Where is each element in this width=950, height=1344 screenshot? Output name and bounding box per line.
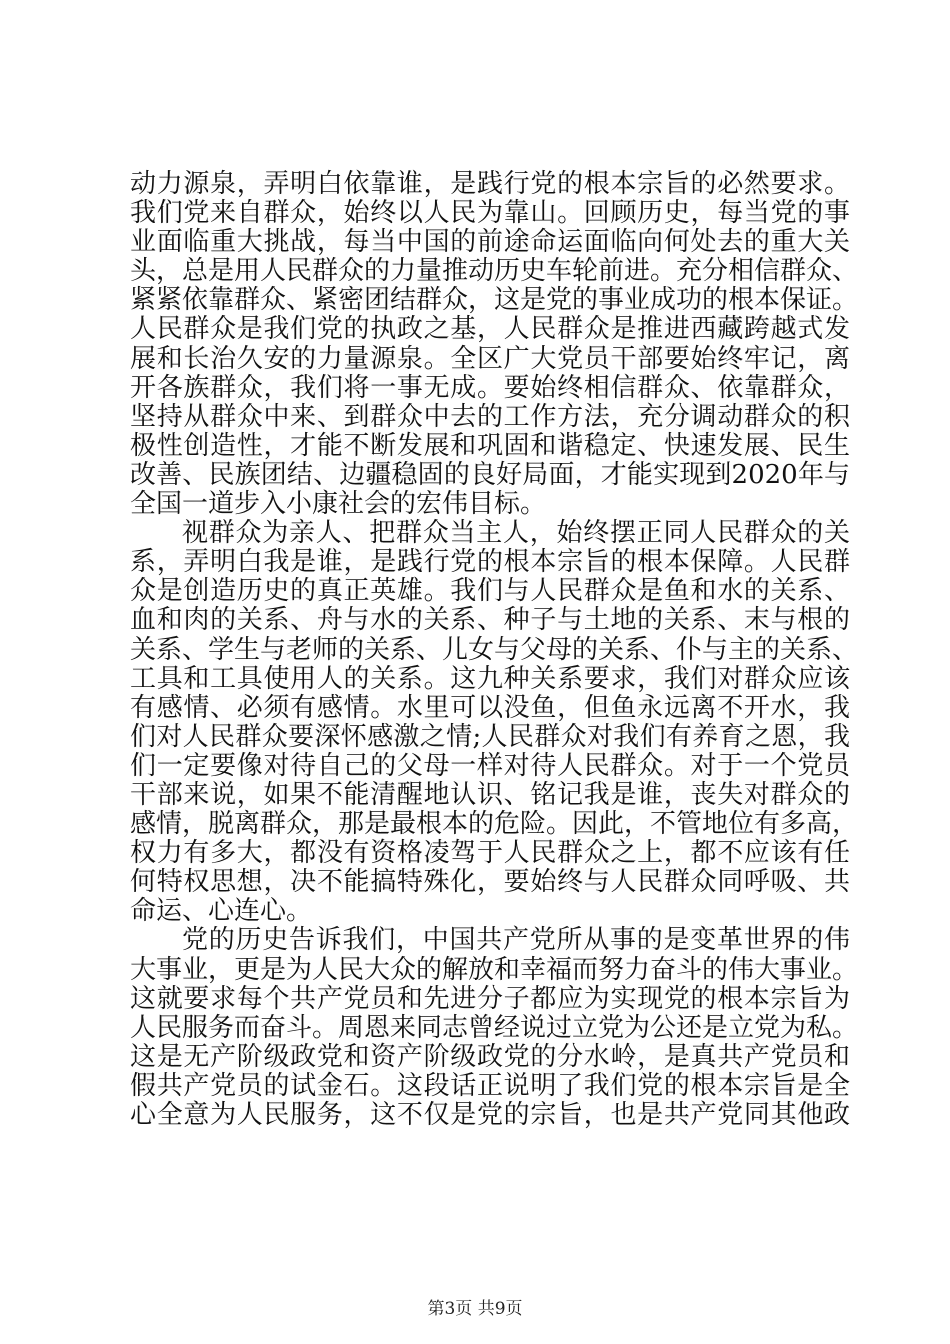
text-line: 关系、学生与老师的关系、儿女与父母的关系、仆与主的关系、 xyxy=(130,634,859,665)
paragraph xyxy=(130,169,859,520)
text-line: 头，总是用人民群众的力量推动历史车轮前进。充分相信群众、 xyxy=(130,256,859,287)
text-line: 众是创造历史的真正英雄。我们与人民群众是鱼和水的关系、 xyxy=(130,576,850,607)
text-line: 人民服务而奋斗。周恩来同志曾经说过立党为公还是立党为私。 xyxy=(130,1012,859,1043)
document-body xyxy=(130,169,859,1130)
text-line: 命运、心连心。 xyxy=(130,896,313,927)
text-line: 何特权思想，决不能搞特殊化，要始终与人民群众同呼吸、共 xyxy=(130,867,850,898)
text-line: 动力源泉，弄明白依靠谁，是践行党的根本宗旨的必然要求。 xyxy=(130,169,850,199)
text-line: 血和肉的关系、舟与水的关系、种子与土地的关系、末与根的 xyxy=(130,605,850,636)
text-line: 们对人民群众要深怀感激之情;人民群众对我们有养育之恩，我 xyxy=(130,721,850,752)
text-line: 党的历史告诉我们，中国共产党所从事的是变革世界的伟 xyxy=(182,925,850,956)
paragraph xyxy=(130,925,859,1130)
paragraph xyxy=(130,518,859,927)
text-line: 假共产党员的试金石。这段话正说明了我们党的根本宗旨是全 xyxy=(130,1070,850,1101)
text-line: 紧紧依靠群众、紧密团结群众，这是党的事业成功的根本保证。 xyxy=(130,285,859,316)
text-line: 人民群众是我们党的执政之基，人民群众是推进西藏跨越式发 xyxy=(130,314,850,345)
text-line: 视群众为亲人、把群众当主人，始终摆正同人民群众的关 xyxy=(182,518,850,549)
text-line: 大事业，更是为人民大众的解放和幸福而努力奋斗的伟大事业。 xyxy=(130,954,859,985)
page-number: 第3页 共9页 xyxy=(427,1299,523,1319)
text-line: 这是无产阶级政党和资产阶级政党的分水岭，是真共产党员和 xyxy=(130,1041,850,1072)
text-line: 坚持从群众中来、到群众中去的工作方法，充分调动群众的积 xyxy=(130,401,850,432)
text-line: 感情，脱离群众，那是最根本的危险。因此，不管地位有多高， xyxy=(130,809,859,840)
text-line: 展和长治久安的力量源泉。全区广大党员干部要始终牢记，离 xyxy=(130,343,850,374)
text-line: 心全意为人民服务，这不仅是党的宗旨，也是共产党同其他政 xyxy=(130,1100,850,1130)
text-line: 有感情、必须有感情。水里可以没鱼，但鱼永远离不开水，我 xyxy=(130,692,850,723)
text-line: 开各族群众，我们将一事无成。要始终相信群众、依靠群众， xyxy=(130,372,850,403)
page-footer xyxy=(0,1298,950,1320)
text-line: 干部来说，如果不能清醒地认识、铭记我是谁，丧失对群众的 xyxy=(130,779,850,810)
text-line: 系，弄明白我是谁，是践行党的根本宗旨的根本保障。人民群 xyxy=(130,547,850,578)
text-line: 全国一道步入小康社会的宏伟目标。 xyxy=(130,489,547,520)
text-line: 这就要求每个共产党员和先进分子都应为实现党的根本宗旨为 xyxy=(130,983,850,1014)
text-line: 业面临重大挑战，每当中国的前途命运面临向何处去的重大关 xyxy=(130,227,850,258)
text-line: 我们党来自群众，始终以人民为靠山。回顾历史，每当党的事 xyxy=(130,198,850,229)
text-line: 们一定要像对待自己的父母一样对待人民群众。对于一个党员 xyxy=(130,750,850,781)
text-line: 极性创造性，才能不断发展和巩固和谐稳定、快速发展、民生 xyxy=(130,430,850,461)
text-line: 改善、民族团结、边疆稳固的良好局面，才能实现到2020年与 xyxy=(130,459,850,490)
text-line: 权力有多大，都没有资格凌驾于人民群众之上，都不应该有任 xyxy=(130,838,850,869)
text-line: 工具和工具使用人的关系。这九种关系要求，我们对群众应该 xyxy=(130,663,850,694)
